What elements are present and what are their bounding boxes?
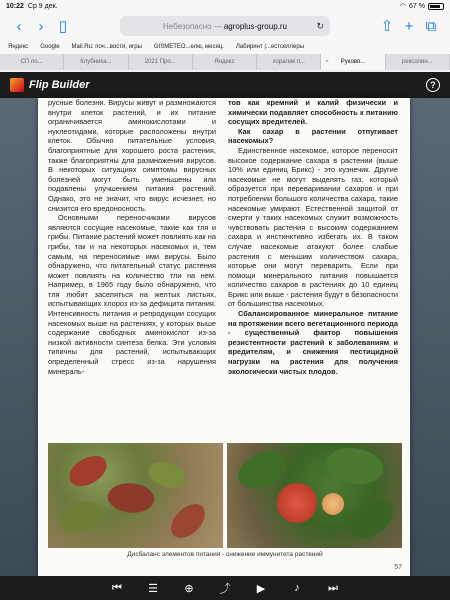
- bookmark-item[interactable]: Лабиринт |...естселлеры: [235, 44, 305, 50]
- browser-tab[interactable]: [386, 54, 450, 70]
- paragraph: тов как кремний и калий физически и химически подавляет способность к питанию сосущих вредителей.: [228, 98, 398, 127]
- bookmarks-icon[interactable]: ▯: [58, 18, 68, 35]
- close-tab-icon[interactable]: ×: [325, 59, 329, 65]
- battery-icon: [428, 3, 444, 10]
- section-question: Как сахар в растении отпугивает насекомых?: [228, 126, 398, 146]
- paragraph: Основными переносчиками вирусов являются сосущие насекомые, такие как тля и грибы. Питание растений может повлиять как на грибы, так и на некоторых насекомых и, тем самым, на переносимые ими вирусы. Было обнаружено, что питательный статус растения может повлиять на количество тли на нем. Например, в 1965 году было обнаружено, что тля любит заселяться на желтых листьях, испытывающих хлороз из-за дефицита питания. Интенсивность питания и репродукции сосущих насекомых выше на растениях, у которых выше содержание свободных аминокислот из-за низкой активности синтеза белка. Эти условия типичны для растений, испытывающих определенный стресс из-за нарушения минераль-: [48, 213, 216, 376]
- sound-icon[interactable]: ♪: [294, 582, 300, 594]
- bookmark-item[interactable]: GISMETEO...елю, месяц.: [153, 44, 224, 50]
- book-page[interactable]: [38, 98, 410, 576]
- play-icon[interactable]: ▶: [256, 582, 266, 595]
- viewer-toolbar: [0, 576, 450, 600]
- help-icon[interactable]: ?: [426, 78, 440, 92]
- new-tab-icon[interactable]: +: [404, 17, 414, 35]
- bookmark-item[interactable]: Google: [40, 44, 60, 50]
- plant-photo-right: [227, 443, 402, 548]
- tab-label: Яндекс: [214, 59, 235, 65]
- paragraph: русные болезни. Вирусы живут и размножаются внутри клеток растений, и их питание ограничивается аминокислотами и нуклеотидами, которые расположены внутри клеток. Обычно питательные условия, благоприятные для хорошего роста растения, также благоприятны для размножения вирусов. В некоторых ситуациях симптомы вирусных болезней могут быть уменьшены или подавлены улучшением питания растений. Однако, это не значит, что вирус исчезнет, но снизится его вредоносность.: [48, 98, 216, 213]
- bookmark-item[interactable]: Mail.Ru: поч...вости, игры: [71, 44, 142, 50]
- status-date: Ср 9 дек.: [27, 2, 58, 10]
- bookmarks-bar: [0, 40, 450, 54]
- browser-tab[interactable]: [193, 54, 257, 70]
- share-icon[interactable]: ⇧: [380, 18, 394, 35]
- address-bar[interactable]: [120, 16, 330, 36]
- tabs-icon[interactable]: ⧉: [425, 17, 437, 35]
- paragraph: Единственное насекомое, которое переносит высокое содержание сахара в растении (выше 10% или единиц Брикс) - это кузнечик. Другие насекомые не могут выделять газ, который образуется при переваривании сахаров и при потреблении большого количества сахара, такие насекомые умирают. Естественной защитой от смерти у таких насекомых служит возможность чувствовать растения с высоким содержанием сахара и инстинктивно избегать их. В таком случае насекомые атакуют более слабые растения с меньшим количеством сахара, которые они могут переварить. Если при помощи минерального питания повышается количество сахаров в растениях до 10 единиц Брикс или выше - растения будут в безопасности от большинства насекомых.: [228, 145, 398, 309]
- flipbuilder-logo-icon: [10, 78, 24, 92]
- plant-photo-left: [48, 443, 223, 548]
- browser-tab[interactable]: [129, 54, 193, 70]
- tab-label: рексолин...: [401, 59, 433, 65]
- book-viewer: [0, 98, 450, 576]
- photo-caption: Дисбаланс элементов питания - снижение иммунитета растений: [127, 551, 323, 558]
- bookmark-item[interactable]: Яндекс: [8, 44, 29, 50]
- url-domain: agroplus-group.ru: [223, 21, 287, 31]
- status-right: [400, 2, 444, 10]
- app-title: Flip Builder: [29, 79, 90, 91]
- status-bar: [0, 0, 450, 12]
- zoom-in-icon[interactable]: ⊕: [184, 582, 194, 595]
- battery-percent: 67 %: [409, 2, 425, 10]
- tab-label: СП по...: [20, 59, 43, 65]
- page-number: 57: [394, 564, 402, 571]
- browser-tab-active[interactable]: [321, 54, 385, 70]
- left-column: [48, 98, 216, 376]
- right-column: [228, 98, 398, 376]
- browser-tab[interactable]: [0, 54, 64, 70]
- photo-row: [48, 443, 402, 548]
- insecure-label: Небезопасно —: [163, 21, 222, 31]
- tab-label: Клубника...: [80, 59, 112, 65]
- last-page-icon[interactable]: ⏭: [328, 581, 338, 594]
- wifi-icon: ◠: [399, 3, 407, 10]
- browser-toolbar: [0, 12, 450, 40]
- first-page-icon[interactable]: ⏮: [112, 581, 122, 594]
- browser-tab[interactable]: [257, 54, 321, 70]
- share-icon[interactable]: ⤴: [219, 583, 231, 595]
- tab-strip: [0, 54, 450, 70]
- conclusion-paragraph: Сбалансированное минеральное питание на протяжении всего вегетационного периода - существенный фактор повышения резистентности растений к заболеваниям и вредителям, и снижения пестицидной нагрузки на растения для получения экологически чистых плодов.: [228, 309, 398, 376]
- flipbook-header: [0, 72, 450, 98]
- forward-icon[interactable]: ›: [38, 17, 44, 35]
- table-of-contents-icon[interactable]: ☰: [148, 582, 158, 595]
- browser-tab[interactable]: [64, 54, 128, 70]
- tab-label: хорагем п...: [272, 59, 305, 65]
- status-time: 10:22: [6, 2, 24, 10]
- tab-label: 2021 Про...: [144, 59, 176, 65]
- tab-label: Руково...: [340, 59, 366, 65]
- back-icon[interactable]: ‹: [16, 17, 22, 35]
- reload-icon[interactable]: ↻: [316, 20, 324, 31]
